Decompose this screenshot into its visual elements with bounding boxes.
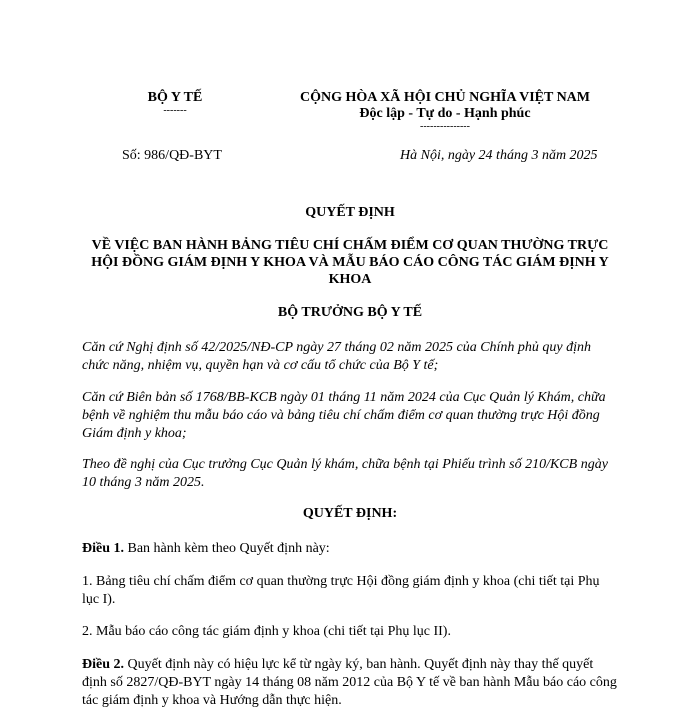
decides-heading: QUYẾT ĐỊNH:	[302, 506, 398, 521]
article-2-label: Điều 2.	[82, 657, 124, 672]
motto-underline: ---------------	[420, 121, 470, 132]
decision-number: Số: 986/QĐ-BYT	[122, 148, 222, 163]
legal-basis-3: Theo đề nghị của Cục trưởng Cục Quản lý khám, chữa bệnh tại Phiếu trình số 210/KCB ngày 10 tháng 3 năm 2025.	[82, 457, 608, 490]
ministry-name: BỘ Y TẾ	[147, 90, 203, 105]
legal-basis-1: Căn cứ Nghị định số 42/2025/NĐ-CP ngày 27 tháng 02 năm 2025 của Chính phủ quy định chức năng, nhiệm vụ, quyền hạn và cơ cấu tổ chức của Bộ Y tế;	[82, 340, 592, 373]
header-left	[120, 90, 230, 116]
national-motto: Độc lập - Tự do - Hạnh phúc	[359, 106, 531, 121]
article-1-item-1: 1. Bảng tiêu chí chấm điểm cơ quan thường trực Hội đồng giám định y khoa (chi tiết tại Phụ lục I).	[82, 574, 600, 607]
article-1-item-2: 2. Mẫu báo cáo công tác giám định y khoa (chi tiết tại Phụ lục II).	[82, 624, 451, 639]
article-2	[82, 656, 620, 710]
article-1	[82, 540, 620, 558]
legal-basis-2: Căn cứ Biên bản số 1768/BB-KCB ngày 01 tháng 11 năm 2024 của Cục Quản lý Khám, chữa bệnh về nghiệm thu mẫu báo cáo và bảng tiêu chí chấm điểm cơ quan thường trực Hội đồng Giám định y khoa;	[82, 390, 606, 441]
article-2-text: Quyết định này có hiệu lực kể từ ngày ký, ban hành. Quyết định này thay thế quyết định số 2827/QĐ-BYT ngày 14 tháng 08 năm 2012 của Bộ Y tế về ban hành Mẫu báo cáo công tác giám định y khoa và Hướng dẫn thực hiện.	[82, 657, 617, 708]
issuing-authority: BỘ TRƯỞNG BỘ Y TẾ	[277, 305, 423, 320]
article-1-text: Ban hành kèm theo Quyết định này:	[124, 541, 330, 556]
ministry-underline: -------	[163, 105, 187, 116]
place-date: Hà Nội, ngày 24 tháng 3 năm 2025	[400, 148, 598, 163]
country-name: CỘNG HÒA XÃ HỘI CHỦ NGHĨA VIỆT NAM	[299, 90, 590, 105]
header-right	[280, 90, 610, 132]
document-subject: VỀ VIỆC BAN HÀNH BẢNG TIÊU CHÍ CHẤM ĐIỂM CƠ QUAN THƯỜNG TRỰC HỘI ĐỒNG GIÁM ĐỊNH Y KHOA VÀ MẪU BÁO CÁO CÔNG TÁC GIÁM ĐỊNH Y KHOA	[91, 238, 609, 287]
article-1-label: Điều 1.	[82, 541, 124, 556]
document-type-title: QUYẾT ĐỊNH	[305, 205, 395, 220]
